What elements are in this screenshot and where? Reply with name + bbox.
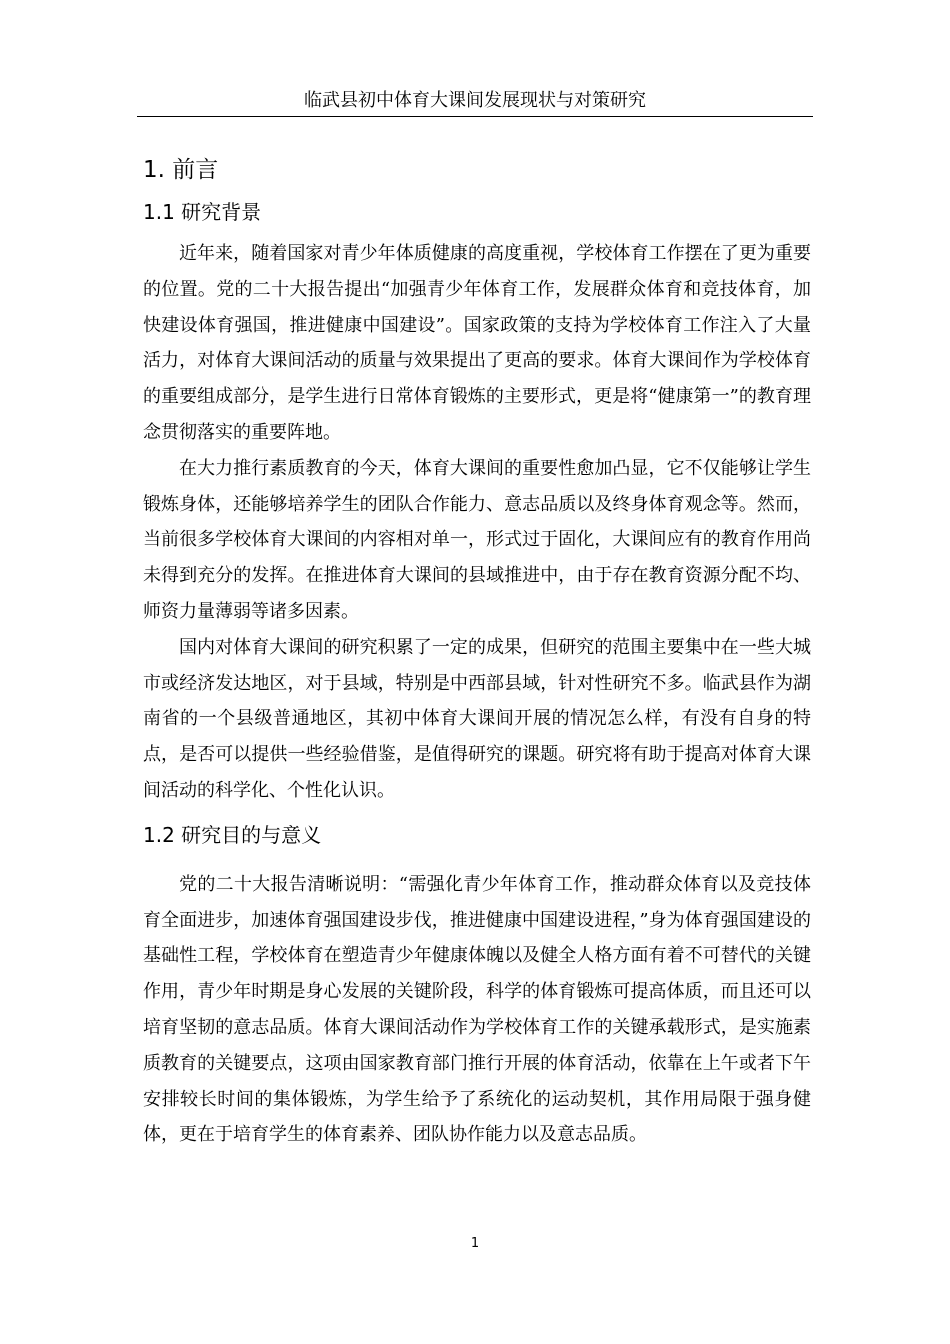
page-body <box>143 148 811 1153</box>
subsection-heading-purpose: 1.2 研究目的与意义 <box>143 822 322 847</box>
paragraph: 党的二十大报告清晰说明：“需强化青少年体育工作，推动群众体育以及竞技体育全面进步，加速体育强国建设步伐，推进健康中国建设进程，”身为体育强国建设的基础性工程，学校体育在塑造青少年健康体魄以及健全人格方面有着不可替代的关键作用，青少年时期是身心发展的关键阶段，科学的体育锻炼可提高体质，而且还可以培育坚韧的意志品质。体育大课间活动作为学校体育工作的关键承载形式，是实施素质教育的关键要点，这项由国家教育部门推行开展的体育活动，依靠在上午或者下午安排较长时间的集体锻炼，为学生给予了系统化的运动契机，其作用局限于强身健体，更在于培育学生的体育素养、团队协作能力以及意志品质。 <box>143 873 811 1146</box>
paragraph: 国内对体育大课间的研究积累了一定的成果，但研究的范围主要集中在一些大城市或经济发达地区，对于县域，特别是中西部县域，针对性研究不多。临武县作为湖南省的一个县级普通地区，其初中体育大课间开展的情况怎么样，有没有自身的特点，是否可以提供一些经验借鉴，是值得研究的课题。研究将有助于提高对体育大课间活动的科学化、个性化认识。 <box>143 636 811 801</box>
paragraph: 在大力推行素质教育的今天，体育大课间的重要性愈加凸显，它不仅能够让学生锻炼身体，还能够培养学生的团队合作能力、意志品质以及终身体育观念等。然而，当前很多学校体育大课间的内容相对单一，形式过于固化，大课间应有的教育作用尚未得到充分的发挥。在推进体育大课间的县域推进中，由于存在教育资源分配不均、师资力量薄弱等诸多因素。 <box>143 457 811 622</box>
running-header: 临武县初中体育大课间发展现状与对策研究 <box>304 90 646 111</box>
subsection-heading-background: 1.1 研究背景 <box>143 200 262 224</box>
header-rule <box>137 116 813 117</box>
section-heading-preface: 1. 前言 <box>143 157 219 183</box>
page-number: 1 <box>470 1236 480 1251</box>
paragraph: 近年来，随着国家对青少年体质健康的高度重视，学校体育工作摆在了更为重要的位置。党的二十大报告提出“加强青少年体育工作，发展群众体育和竞技体育，加快建设体育强国，推进健康中国建设”。国家政策的支持为学校体育工作注入了大量活力，对体育大课间活动的质量与效果提出了更高的要求。体育大课间作为学校体育的重要组成部分，是学生进行日常体育锻炼的主要形式，更是将“健康第一”的教育理念贯彻落实的重要阵地。 <box>143 243 811 443</box>
